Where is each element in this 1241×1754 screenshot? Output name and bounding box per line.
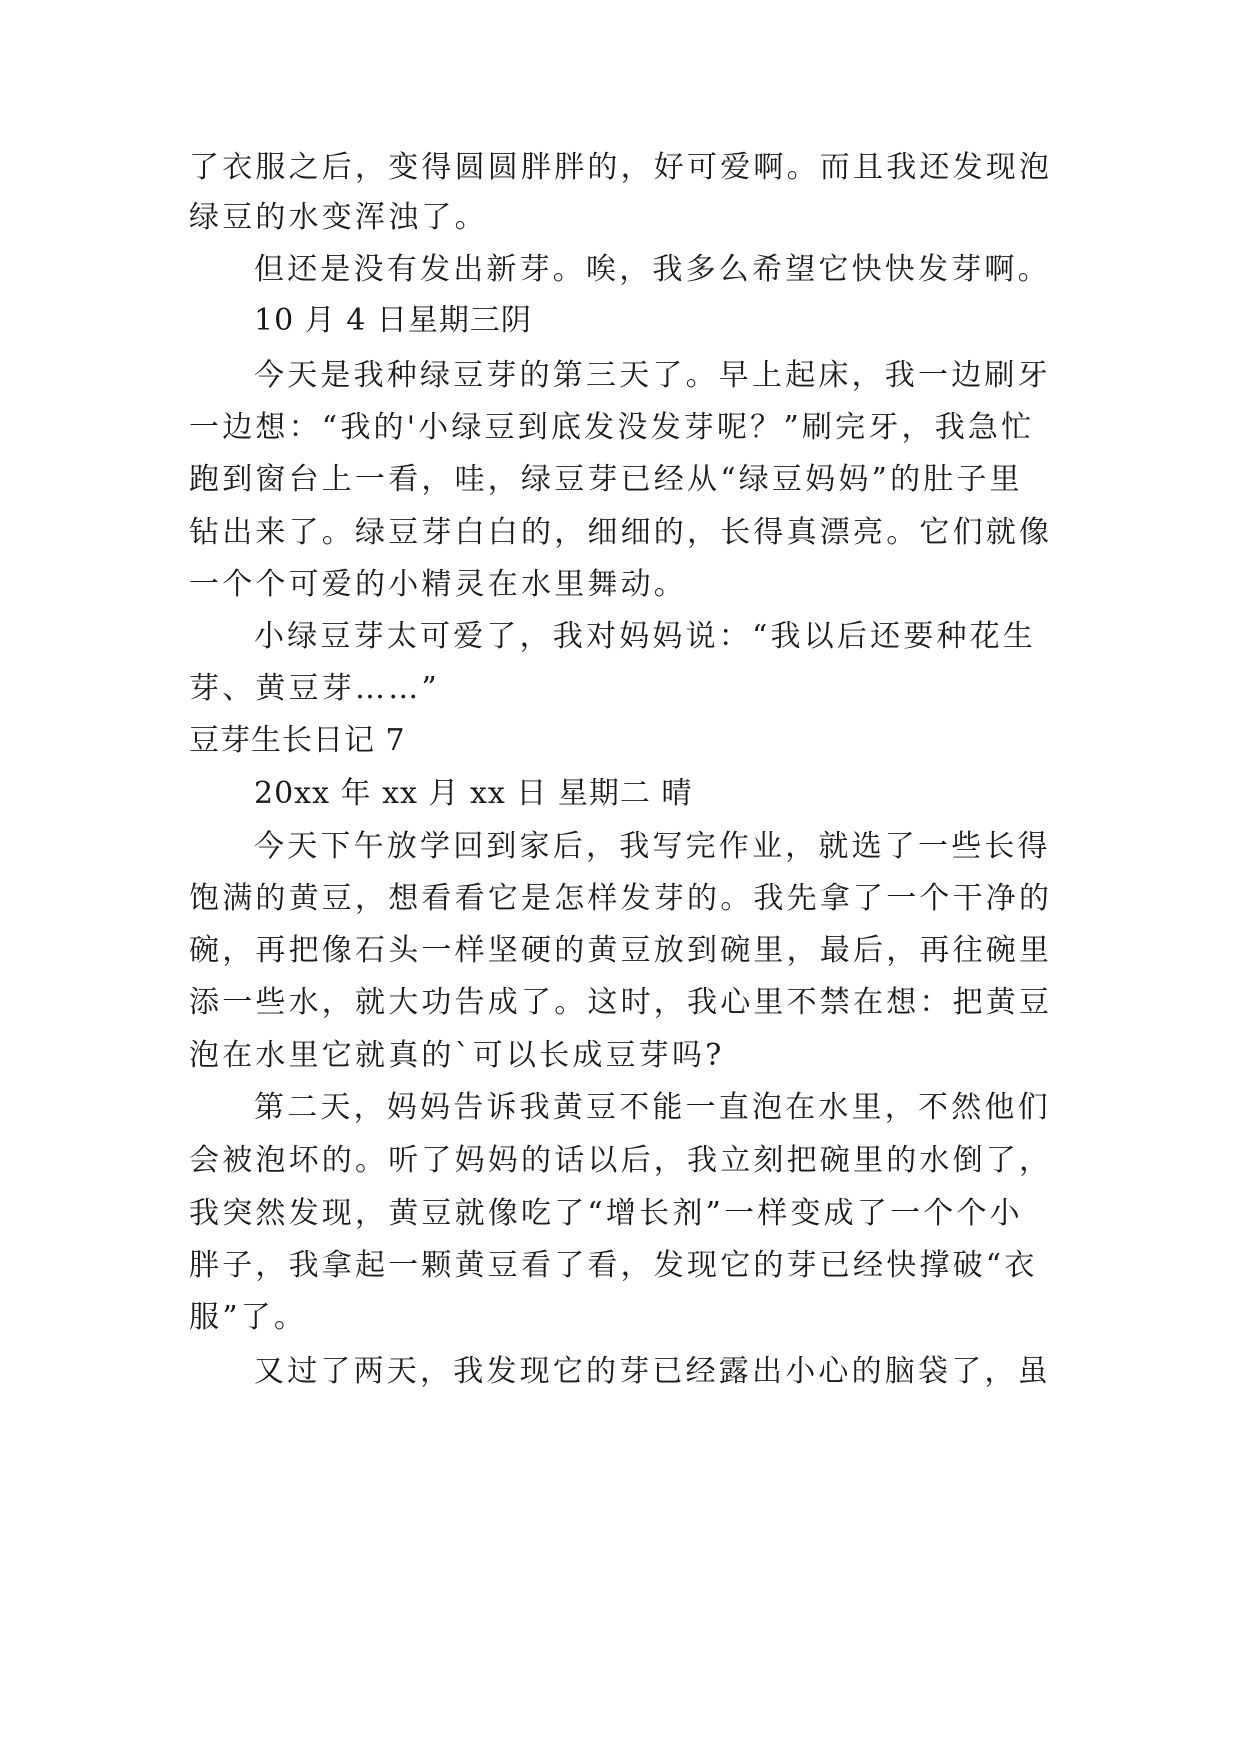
text-line: 饱满的黄豆，想看看它是怎样发芽的。我先拿了一个干净的 (189, 881, 1053, 916)
text-line: 胖子，我拿起一颗黄豆看了看，发现它的芽已经快撑破“衣 (189, 1248, 1038, 1283)
text-line: 小绿豆芽太可爱了，我对妈妈说：“我以后还要种花生 (254, 619, 1037, 654)
text-line: 一边想：“我的'小绿豆到底发没发芽呢？”刷完牙，我急忙 (189, 410, 1035, 445)
section-title: 豆芽生长日记 7 (189, 723, 406, 758)
text-line: 跑到窗台上一看，哇，绿豆芽已经从“绿豆妈妈”的肚子里 (189, 462, 1023, 497)
text-line: 又过了两天，我发现它的芽已经露出小心的脑袋了，虽 (254, 1354, 1051, 1389)
text-line: 今天是我种绿豆芽的第三天了。早上起床，我一边刷牙 (254, 358, 1051, 393)
text-line: 我突然发现，黄豆就像吃了“增长剂”一样变成了一个个小 (189, 1196, 1023, 1231)
date-heading: 20xx 年 xx 月 xx 日 星期二 晴 (254, 776, 693, 811)
date-heading: 10 月 4 日星期三阴 (254, 303, 532, 338)
text-line: 会被泡坏的。听了妈妈的话以后，我立刻把碗里的水倒了， (189, 1143, 1053, 1178)
text-line: 一个个可爱的小精灵在水里舞动。 (189, 567, 687, 602)
text-line: 芽、黄豆芽……” (189, 671, 440, 706)
text-line: 今天下午放学回到家后，我写完作业，就选了一些长得 (254, 829, 1051, 864)
text-line: 碗，再把像石头一样坚硬的黄豆放到碗里，最后，再往碗里 (189, 933, 1053, 968)
text-line: 添一些水，就大功告成了。这时，我心里不禁在想：把黄豆 (189, 985, 1053, 1020)
text-line: 服”了。 (189, 1300, 308, 1335)
text-line: 但还是没有发出新芽。唉，我多么希望它快快发芽啊。 (254, 252, 1051, 287)
text-line: 绿豆的水变浑浊了。 (189, 200, 488, 235)
text-line: 泡在水里它就真的`可以长成豆芽吗? (189, 1038, 725, 1073)
text-line: 第二天，妈妈告诉我黄豆不能一直泡在水里，不然他们 (254, 1090, 1051, 1125)
text-line: 了衣服之后，变得圆圆胖胖的，好可爱啊。而且我还发现泡 (189, 150, 1053, 185)
text-line: 钻出来了。绿豆芽白白的，细细的，长得真漂亮。它们就像 (189, 515, 1053, 550)
